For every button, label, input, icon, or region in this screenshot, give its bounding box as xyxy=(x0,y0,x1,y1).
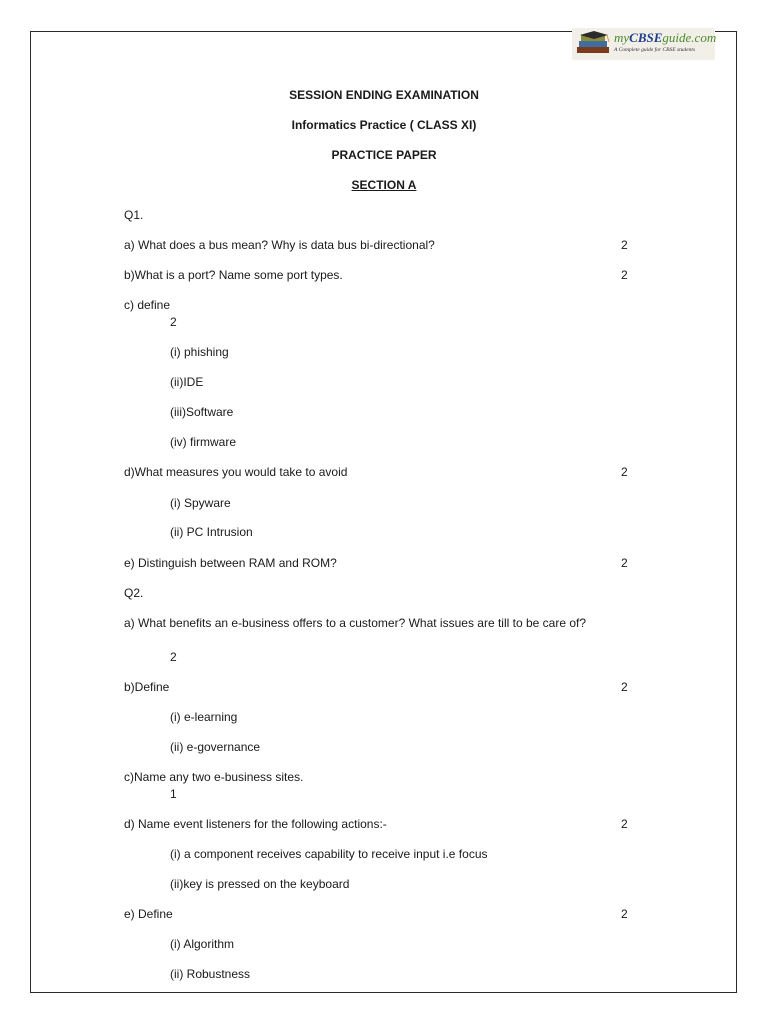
q1d-text: d)What measures you would take to avoid xyxy=(124,465,348,479)
q1c-item: (i) phishing xyxy=(170,345,229,359)
mycbseguide-logo xyxy=(572,28,715,60)
q1c-item: (ii)IDE xyxy=(170,375,204,389)
q2b-item: (i) e-learning xyxy=(170,710,238,724)
subject-title: Informatics Practice ( CLASS XI) xyxy=(291,118,477,132)
q1a-marks: 2 xyxy=(621,238,628,252)
q1e-text: e) Distinguish between RAM and ROM? xyxy=(124,556,337,570)
q2e-item: (ii) Robustness xyxy=(170,967,251,981)
q2a-text: a) What benefits an e-business offers to a customer? What issues are till to be care of? xyxy=(124,616,587,630)
q1c-marks: 2 xyxy=(170,315,177,329)
q1d-item: (i) Spyware xyxy=(170,496,231,510)
q2-label: Q2. xyxy=(124,586,144,600)
q1b-marks: 2 xyxy=(621,268,628,282)
exam-title: SESSION ENDING EXAMINATION xyxy=(289,88,479,102)
q1d-item: (ii) PC Intrusion xyxy=(170,525,253,539)
q1d-marks: 2 xyxy=(621,465,628,479)
q2d-item: (i) a component receives capability to receive input i.e focus xyxy=(170,847,488,861)
q2b-text: b)Define xyxy=(124,680,170,694)
q2d-item: (ii)key is pressed on the keyboard xyxy=(170,877,350,891)
paper-type: PRACTICE PAPER xyxy=(331,148,437,162)
books-icon xyxy=(574,30,614,58)
logo-brand: myCBSEguide.com xyxy=(614,30,717,45)
q2b-item: (ii) e-governance xyxy=(170,740,261,754)
q1b-text: b)What is a port? Name some port types. xyxy=(124,268,343,282)
section-heading: SECTION A xyxy=(351,178,417,192)
q2c-text: c)Name any two e-business sites. xyxy=(124,770,304,784)
logo-tagline: A Complete guide for CBSE students xyxy=(614,47,696,53)
q2c-marks: 1 xyxy=(170,787,177,801)
q2a-marks: 2 xyxy=(170,650,177,664)
q1-label: Q1. xyxy=(124,208,144,222)
q2e-item: (i) Algorithm xyxy=(170,937,235,951)
q1c-item: (iv) firmware xyxy=(170,435,236,449)
q2d-text: d) Name event listeners for the following actions:- xyxy=(124,817,387,831)
q1e-marks: 2 xyxy=(621,556,628,570)
q1c-text: c) define xyxy=(124,298,171,312)
q2e-text: e) Define xyxy=(124,907,173,921)
q2d-marks: 2 xyxy=(621,817,628,831)
q2b-marks: 2 xyxy=(621,680,628,694)
q1c-item: (iii)Software xyxy=(170,405,234,419)
q2e-marks: 2 xyxy=(621,907,628,921)
q1a-text: a) What does a bus mean? Why is data bus bi-directional? xyxy=(124,238,435,252)
